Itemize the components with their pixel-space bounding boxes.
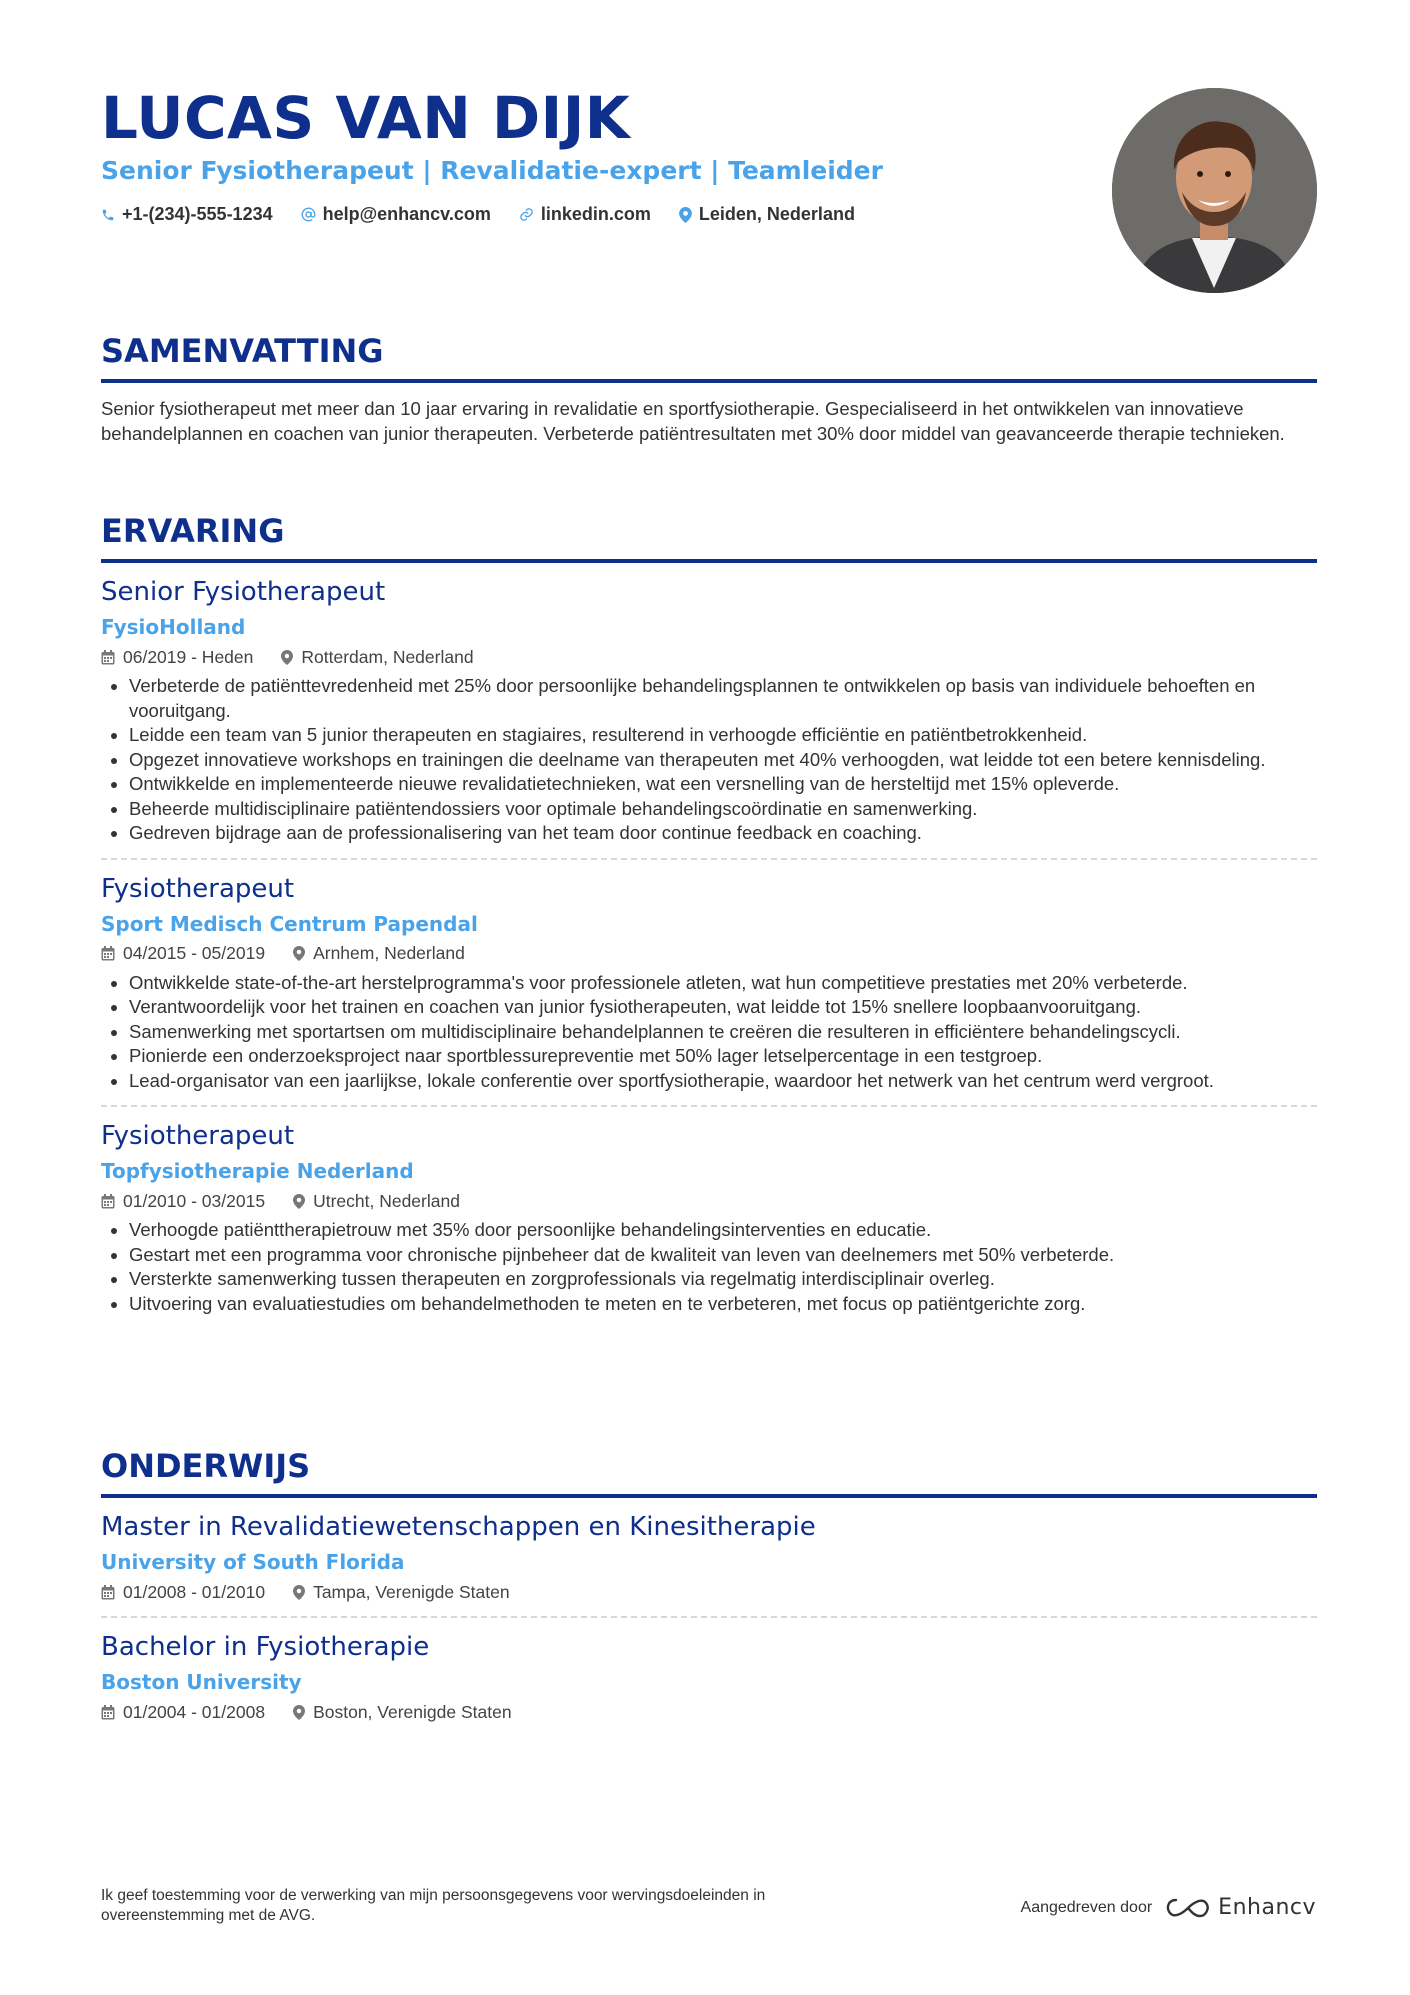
achievement-list [101,971,1317,1094]
experience-title: ERVARING [101,512,285,550]
contact-location-text: Leiden, Nederland [698,204,855,224]
achievement-list [101,1218,1317,1316]
gdpr-consent: Ik geef toestemming voor de verwerking van mijn persoonsgegevens voor wervingsdoeleinden in overeenstemming met de AVG. [101,1887,766,1924]
calendar-icon [101,946,115,961]
achievement-item: • Ontwikkelde en implementeerde nieuwe revalidatietechnieken, wat een versnelling van de hersteltijd met 15% opleverde. [129,772,1317,797]
summary-title: SAMENVATTING [101,332,384,370]
company-name: Sport Medisch Centrum Papendal [101,911,478,936]
date-range [101,1191,265,1212]
location-text: Tampa, Verenigde Staten [313,1581,510,1602]
achievement-item: • Gedreven bijdrage aan de professionalisering van het team door continue feedback en coaching. [129,821,1317,846]
achievement-list [101,674,1317,846]
enhancv-logo-icon [1164,1896,1212,1920]
achievement-item: • Samenwerking met sportartsen om multidisciplinaire behandelplannen te creëren die resulteren in efficiëntere behandelingscycli. [129,1020,1317,1045]
contact-list [101,204,883,225]
date-range [101,1702,265,1723]
profile-photo [1112,88,1317,293]
experience-section [101,512,1317,1316]
achievement-item: • Verhoogde patiënttherapietrouw met 35% door persoonlijke behandelingsinterventies en educatie. [129,1218,1317,1243]
achievement-item: • Verbeterde de patiënttevredenheid met 25% door persoonlijke behandelingsplannen te ontwikkelen op basis van individuele behoeften en vooruitgang. [129,674,1317,723]
date-text: 01/2004 - 01/2008 [123,1701,266,1722]
resume-header [101,0,1317,320]
entry-meta [101,1580,1317,1604]
location-icon [293,1705,305,1720]
resume-page [101,0,1317,1722]
achievement-item: • Gestart met een programma voor chronische pijnbeheer dat de kwaliteit van leven van deelnemers met 50% verbeterde. [129,1243,1317,1268]
degree-title: Bachelor in Fysiotherapie [101,1632,430,1662]
entry-meta [101,1189,1317,1213]
contact-phone-text: +1-(234)-555-1234 [122,204,273,224]
calendar-icon [101,1585,115,1600]
location-text: Boston, Verenigde Staten [313,1701,512,1722]
achievement-item: • Ontwikkelde state-of-the-art herstelprogramma's voor professionele atleten, wat hun competitieve prestaties met 20% verbeterde. [129,971,1317,996]
entry-location [293,1702,511,1723]
calendar-icon [101,1705,115,1720]
entry-location [293,1191,460,1212]
powered-by[interactable] [1021,1895,1316,1920]
achievement-item: • Versterkte samenwerking tussen therapeuten en zorgprofessionals via regelmatig interdisciplinair overleg. [129,1267,1317,1292]
location-text: Rotterdam, Nederland [301,646,474,667]
company-name: FysioHolland [101,615,246,639]
entry-meta [101,645,1317,669]
date-text: 01/2008 - 01/2010 [123,1581,266,1602]
phone-icon [101,208,115,222]
company-name: Topfysiotherapie Nederland [101,1159,414,1183]
entry-location [293,943,465,964]
enhancv-brand: Enhancv [1218,1895,1316,1920]
section-divider [101,559,1317,563]
date-range [101,647,253,668]
entry-meta [101,942,1317,966]
achievement-item: • Pionierde een onderzoeksproject naar sportblessurepreventie met 50% lager letselpercentage in een testgroep. [129,1044,1317,1069]
calendar-icon [101,650,115,665]
candidate-name: LUCAS VAN DIJK [101,84,631,152]
achievement-item: • Opgezet innovatieve workshops en trainingen die deelname van therapeuten met 40% verhoogden, wat leidde tot een betere kennisdeling. [129,748,1317,773]
candidate-tagline: Senior Fysiotherapeut | Revalidatie-expert | Teamleider [101,156,883,185]
summary-section [101,332,1317,446]
date-text: 04/2015 - 05/2019 [123,943,266,963]
contact-phone[interactable] [101,204,273,225]
entry-divider [101,1616,1317,1618]
powered-by-label: Aangedreven door [1020,1898,1153,1916]
education-title: ONDERWIJS [101,1447,311,1485]
job-title: Fysiotherapeut [101,1121,295,1151]
achievement-item: • Leidde een team van 5 junior therapeuten en stagiaires, resulterend in verhoogde efficiëntie en patiëntbetrokkenheid. [129,723,1317,748]
section-divider [101,379,1317,383]
contact-email[interactable] [301,204,491,225]
date-text: 06/2019 - Heden [123,646,254,667]
entry-location [293,1582,510,1603]
location-text: Utrecht, Nederland [313,1190,460,1211]
avatar [1112,88,1317,293]
contact-linkedin[interactable] [519,204,651,225]
education-entry [101,1632,1317,1724]
location-text: Arnhem, Nederland [313,943,465,963]
contact-location [679,204,855,225]
achievement-item: • Beheerde multidisciplinaire patiëntendossiers voor optimale behandelingscoördinatie en samenwerking. [129,797,1317,822]
entry-location [281,647,473,668]
entry-divider [101,1105,1317,1107]
education-entry [101,1512,1317,1618]
job-title: Fysiotherapeut [101,873,295,904]
achievement-item: • Uitvoering van evaluatiestudies om behandelmethoden te meten en te verbeteren, met focus op patiëntgerichte zorg. [129,1292,1317,1317]
summary-text: Senior fysiotherapeut met meer dan 10 jaar ervaring in revalidatie en sportfysiotherapie. Gespecialiseerd in het ontwikkelen van innovatieve behandelplannen en coachen van junior therapeuten. Verbeterde patiëntresultaten met 30% door middel van geavanceerde therapie technieken. [101,398,1285,444]
calendar-icon [101,1194,115,1209]
date-range [101,1582,265,1603]
contact-linkedin-text: linkedin.com [540,204,651,224]
date-text: 01/2010 - 03/2015 [123,1190,266,1211]
link-icon [519,207,534,222]
location-icon [293,1585,305,1600]
job-title: Senior Fysiotherapeut [101,577,386,607]
entry-meta [101,1700,1317,1724]
school-name: University of South Florida [101,1550,405,1574]
date-range [101,943,265,964]
school-name: Boston University [101,1670,302,1694]
experience-entry [101,1121,1317,1316]
achievement-item: • Verantwoordelijk voor het trainen en coachen van junior fysiotherapeuten, wat leidde tot 15% snellere loopbaanvooruitgang. [129,995,1317,1020]
degree-title: Master in Revalidatiewetenschappen en Kinesitherapie [101,1512,816,1542]
experience-entry [101,577,1317,860]
education-section [101,1447,1317,1724]
location-icon [293,946,305,961]
experience-entry [101,874,1317,1108]
at-icon [301,207,316,222]
location-icon [679,207,692,223]
section-divider [101,1494,1317,1498]
entry-divider [101,858,1317,860]
contact-email-text: help@enhancv.com [322,204,491,224]
location-icon [281,650,293,665]
location-icon [293,1194,305,1209]
achievement-item: • Lead-organisator van een jaarlijkse, lokale conferentie over sportfysiotherapie, waardoor het netwerk van het centrum werd vergroot. [129,1069,1317,1094]
